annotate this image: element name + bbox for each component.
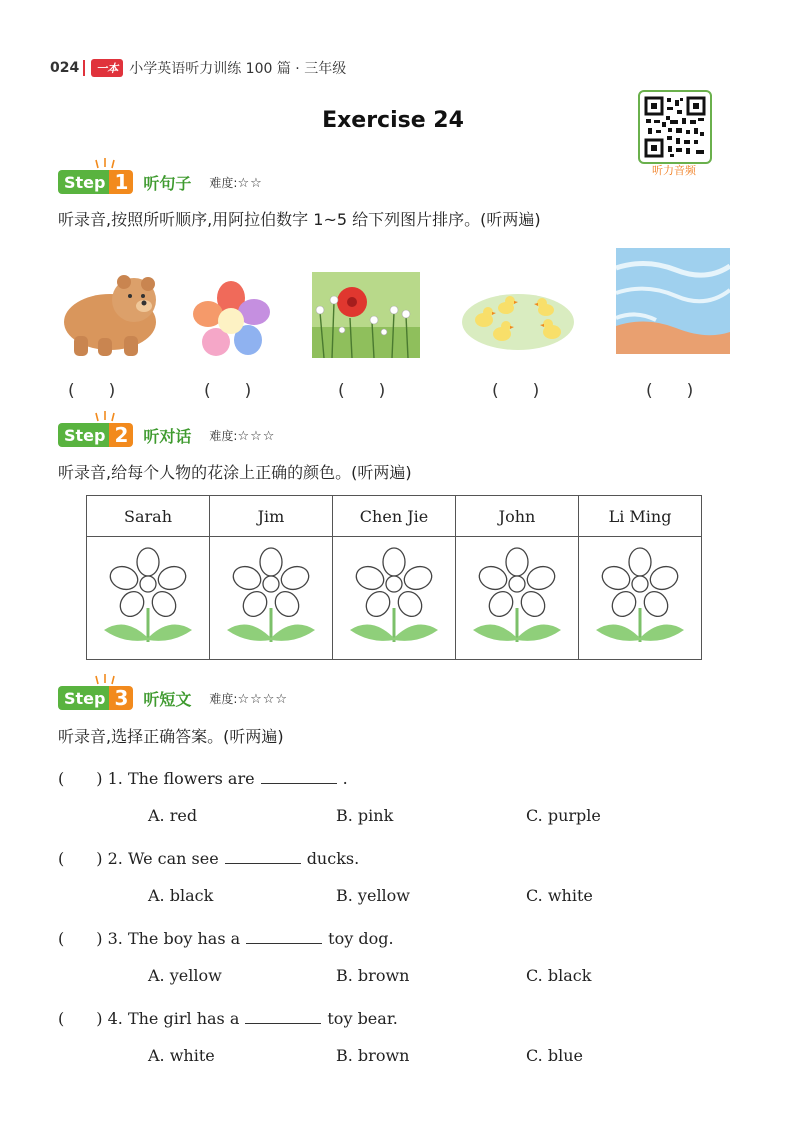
option-a[interactable]: A. yellow <box>148 966 222 985</box>
qr-label: 听力音频 <box>652 164 696 177</box>
option-b[interactable]: B. brown <box>336 966 410 985</box>
option-a[interactable]: A. red <box>148 806 198 825</box>
option-a[interactable]: A. black <box>148 886 214 905</box>
answer-bracket[interactable]: ( ) <box>338 381 386 401</box>
coloring-table <box>86 495 702 660</box>
bear-icon <box>52 270 164 360</box>
spark-icon <box>94 158 116 170</box>
series-title: 小学英语听力训练 100 篇 · 三年级 <box>129 61 347 77</box>
option-c[interactable]: C. blue <box>526 1046 583 1065</box>
question-4: ( ) 4. The girl has a toy bear. <box>58 1009 398 1028</box>
answer-bracket[interactable]: ( ) <box>58 1009 103 1028</box>
answer-blank <box>261 769 337 784</box>
flower-cell[interactable] <box>579 537 702 660</box>
brand-logo: 一本 <box>91 59 123 77</box>
difficulty-stars: ☆☆ <box>237 175 263 191</box>
step2-header <box>58 423 275 447</box>
answer-bracket[interactable]: ( ) <box>492 381 540 401</box>
option-c[interactable]: C. black <box>526 966 592 985</box>
step1-name: 听句子 <box>143 173 192 193</box>
step1-difficulty: 难度:☆☆ <box>209 175 263 191</box>
option-b[interactable]: B. pink <box>336 806 394 825</box>
question-2: ( ) 2. We can see ducks. <box>58 849 360 868</box>
sea-icon <box>616 248 730 354</box>
flower-cell[interactable] <box>456 537 579 660</box>
option-b[interactable]: B. brown <box>336 1046 410 1065</box>
spark-icon <box>94 411 116 423</box>
step3-difficulty: 难度:☆☆☆☆ <box>209 691 289 707</box>
header-divider <box>83 60 85 76</box>
flower-field-icon <box>312 272 420 358</box>
flower-cell[interactable] <box>333 537 456 660</box>
page-number: 024 <box>50 60 80 76</box>
step2-name: 听对话 <box>143 426 192 446</box>
outline-flower-icon <box>223 546 319 646</box>
outline-flower-icon <box>100 546 196 646</box>
name-cell: John <box>456 496 579 537</box>
step3-header <box>58 686 288 710</box>
option-c[interactable]: C. white <box>526 886 593 905</box>
difficulty-stars: ☆☆☆ <box>237 428 276 444</box>
step2-badge: Step 2 <box>58 423 133 447</box>
page-header <box>50 58 346 78</box>
answer-bracket[interactable]: ( ) <box>58 849 103 868</box>
flower-cell[interactable] <box>210 537 333 660</box>
difficulty-stars: ☆☆☆☆ <box>237 691 289 707</box>
answer-blank <box>246 929 322 944</box>
question-3: ( ) 3. The boy has a toy dog. <box>58 929 394 948</box>
name-cell: Chen Jie <box>333 496 456 537</box>
page-title: Exercise 24 <box>322 108 464 133</box>
name-cell: Jim <box>210 496 333 537</box>
qr-code[interactable] <box>638 90 712 164</box>
step1-badge: Step 1 <box>58 170 133 194</box>
answer-bracket[interactable]: ( ) <box>58 769 103 788</box>
outline-flower-icon <box>346 546 442 646</box>
answer-bracket[interactable]: ( ) <box>68 381 116 401</box>
option-c[interactable]: C. purple <box>526 806 601 825</box>
step3-instruction: 听录音,选择正确答案。(听两遍) <box>58 727 284 746</box>
step3-name: 听短文 <box>143 689 192 709</box>
step1-header <box>58 170 263 194</box>
outline-flower-icon <box>469 546 565 646</box>
outline-flower-icon <box>592 546 688 646</box>
step1-instruction: 听录音,按照所听顺序,用阿拉伯数字 1~5 给下列图片排序。(听两遍) <box>58 210 541 229</box>
option-a[interactable]: A. white <box>148 1046 215 1065</box>
answer-bracket[interactable]: ( ) <box>204 381 252 401</box>
answer-bracket[interactable]: ( ) <box>58 929 103 948</box>
question-1: ( ) 1. The flowers are . <box>58 769 348 788</box>
pinwheel-flower-icon <box>190 280 272 362</box>
answer-bracket[interactable]: ( ) <box>646 381 694 401</box>
answer-blank <box>225 849 301 864</box>
spark-icon <box>94 674 116 686</box>
flower-cell[interactable] <box>87 537 210 660</box>
name-cell: Sarah <box>87 496 210 537</box>
option-b[interactable]: B. yellow <box>336 886 410 905</box>
ducks-icon <box>462 286 574 352</box>
qr-code-icon <box>640 92 710 162</box>
answer-blank <box>245 1009 321 1024</box>
step2-instruction: 听录音,给每个人物的花涂上正确的颜色。(听两遍) <box>58 463 412 482</box>
step3-badge: Step 3 <box>58 686 133 710</box>
step2-difficulty: 难度:☆☆☆ <box>209 428 276 444</box>
name-cell: Li Ming <box>579 496 702 537</box>
